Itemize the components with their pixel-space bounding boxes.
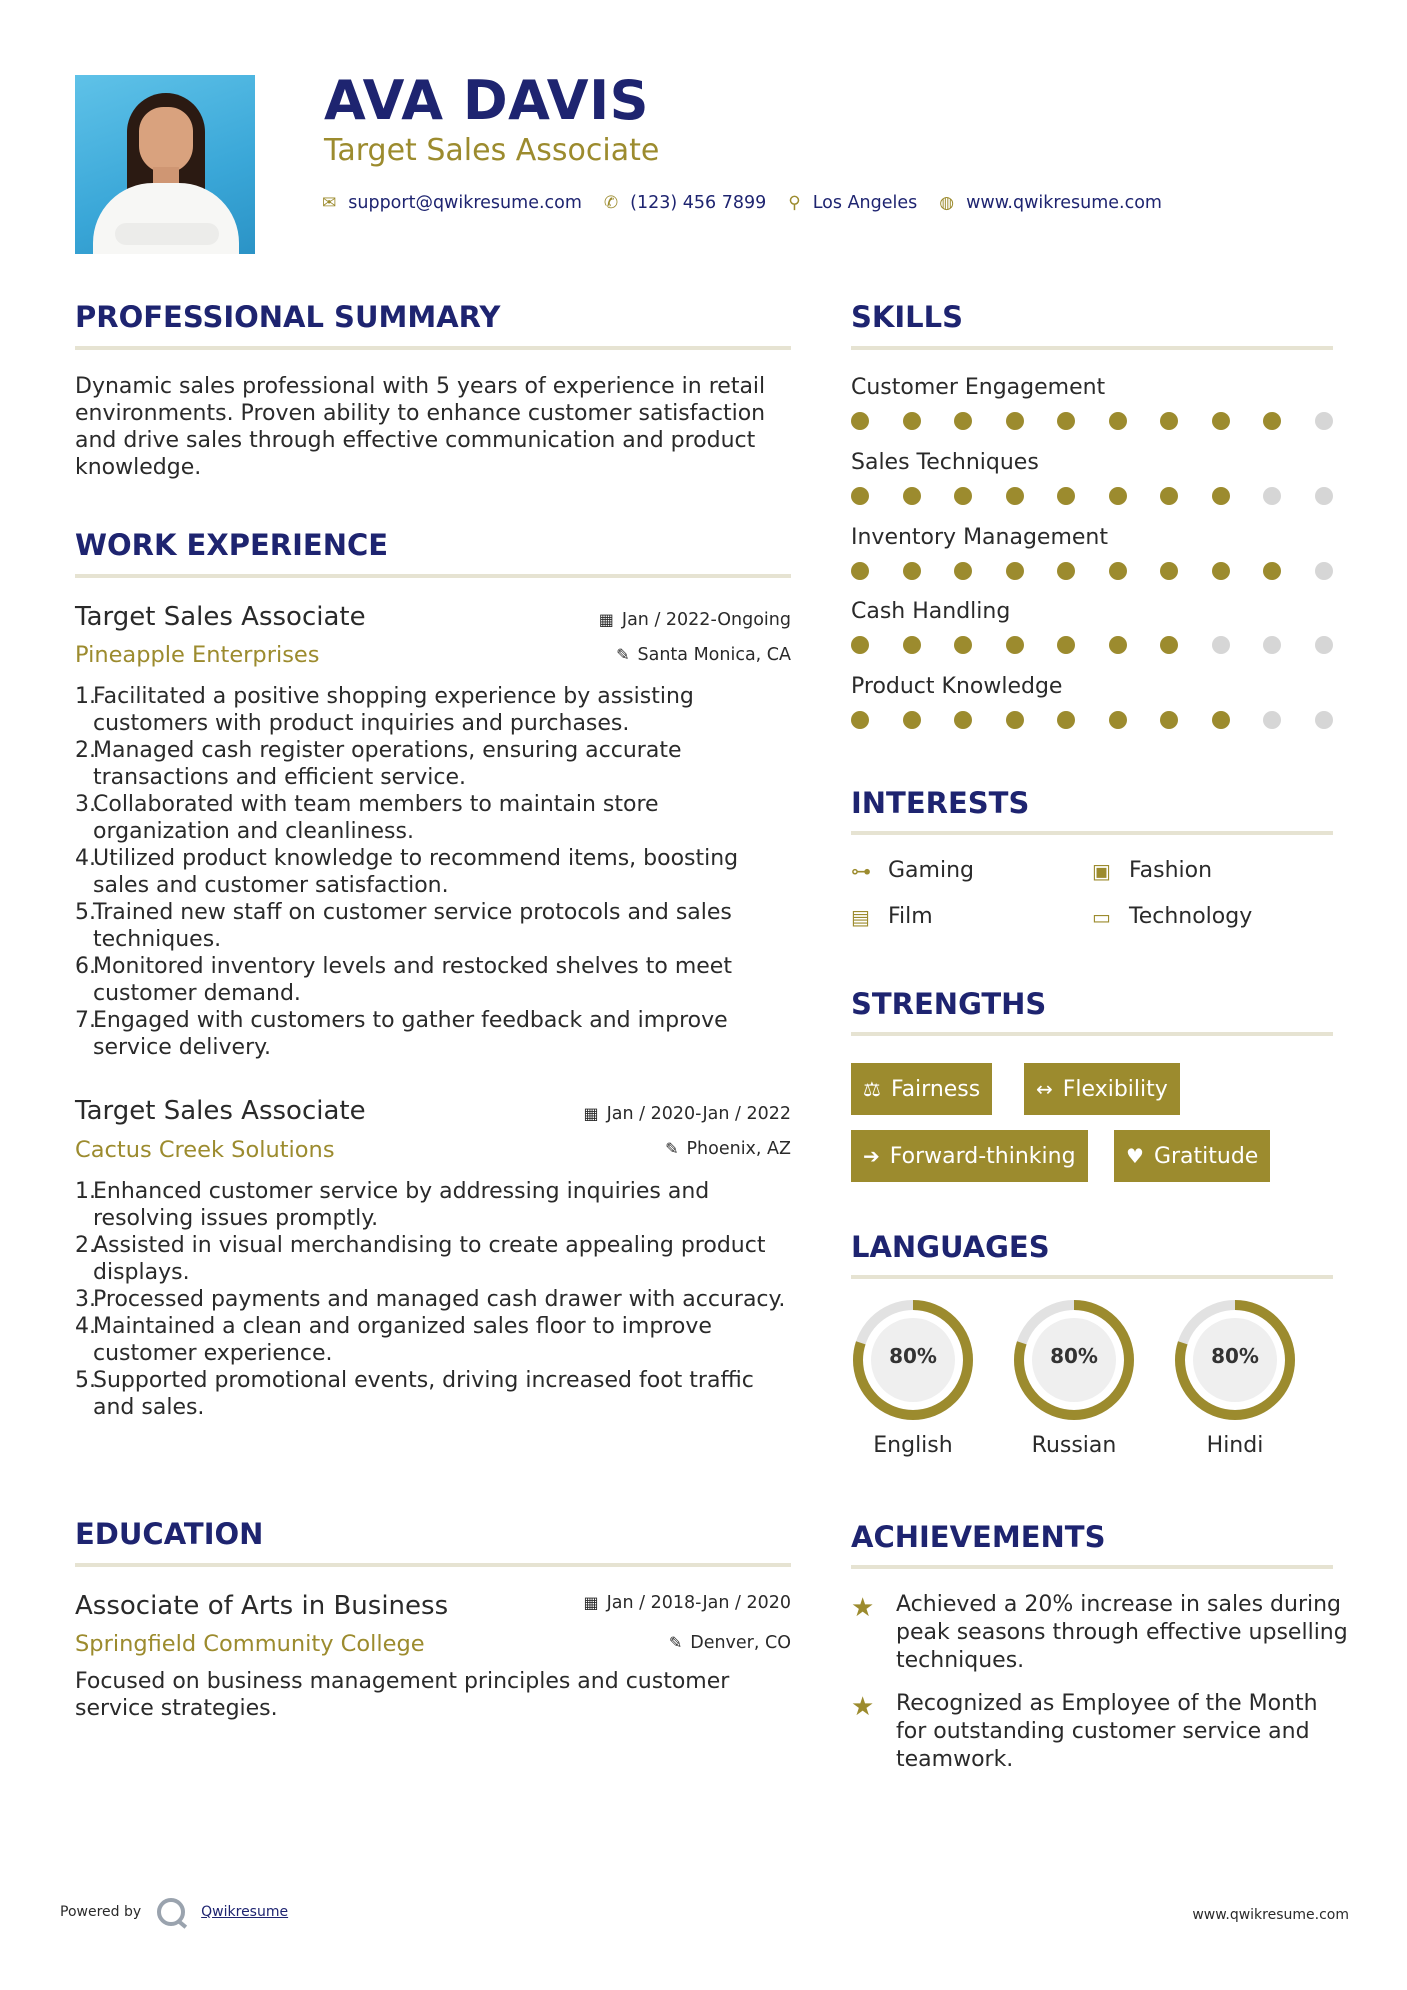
skill-name: Customer Engagement bbox=[851, 375, 1106, 400]
skill-dot bbox=[1109, 562, 1127, 580]
skill-dot bbox=[1006, 711, 1024, 729]
resume-page: AVA DAVIS Target Sales Associate ✉ support@qwikresume.com ✆ (123) 456 7899 ⚲ Los Angeles ◍ www.qwikresume.com PROFESSIONAL SUMMARY Dynamic sales professional with 5 years of experience in retail environments. Proven ability to enhance customer satisfaction and drive sales through effective communication and product knowledge. WORK EXPERIENCE Target Sales Associate ▦ Jan / 2022-Ongoing Pineapple Enterprises ✎ Santa Monica, CA 1. Facilitated a positive shopping experience by assisting customers with product inquiries and purchases. 2. Managed cash register operations, ensuring accurate transactions and efficient service. 3. Collaborated with team members to maintain store organization and cleanliness. 4. Utilized product knowledge to recommend items, boosting sales and customer satisfaction. 5. Trained new staff on customer service protocols and sales techniques. 6. Monitored inventory levels and restocked shelves to meet customer demand. 7. Engaged with customers to gather feedback and improve service delivery. Target Sales Associate ▦ Jan / 2020-Jan / 2022 Cactus Creek Solutions ✎ Phoenix, AZ 1. Enhanced customer service by addressing inquiries and resolving issues promptly. 2. Assisted in visual merchandising to create appealing product displays. 3. Processed payments and managed cash drawer with accuracy. 4. Maintained a clean and organized sales floor to improve customer experience. 5. Supported promotional events, driving increased foot traffic and sales. EDUCATION Associate of Arts in Business ▦ Jan / 2018-Jan / 2020 Springfield Community College ✎ Denver, CO Focused on business management principles and customer service strategies. SKILLS Customer Engagement Sales Techniques Inventory Management Cash Handling Product Knowledge INTERESTS ⊶ Gaming ▣ Fashion ▤ Film ▭ Technology STRENGTHS ⚖ Fairness ↔ Flexibility ➔ Forward-thinking ♥ Gratitude LANGUAGES 80% English 80% Russian 80% Hindi ACHIEVEMENTS ★ Achieved a 20% increase in sales during peak seasons through effective upselling techniques. ★ Recognized as Employee of the Month for outstanding customer service and teamwork. Powered by Qwikresume www.qwikresume.com bbox=[0, 0, 1407, 1990]
envelope-icon: ✉ bbox=[322, 193, 337, 213]
gamepad-icon: ⊶ bbox=[851, 859, 871, 883]
job-bullets bbox=[75, 1178, 791, 1421]
education-location: ✎ Denver, CO bbox=[668, 1633, 791, 1653]
language-percent: 80% bbox=[1050, 1344, 1098, 1368]
skill-dot bbox=[1109, 711, 1127, 729]
footer-website[interactable]: www.qwikresume.com bbox=[1192, 1907, 1349, 1923]
skill-dot bbox=[851, 487, 869, 505]
contact-website[interactable]: www.qwikresume.com bbox=[966, 193, 1162, 213]
skill-dot bbox=[903, 487, 921, 505]
summary-text: Dynamic sales professional with 5 years of experience in retail environments. Proven ability to enhance customer satisfaction and drive sales through effective communication and product knowledge. bbox=[75, 374, 766, 480]
qwikresume-logo-icon bbox=[157, 1898, 185, 1926]
star-icon: ★ bbox=[851, 1692, 875, 1722]
skill-dot bbox=[1212, 636, 1230, 654]
skill-dot bbox=[1212, 412, 1230, 430]
languages-divider bbox=[851, 1275, 1333, 1279]
list-item: 1. Facilitated a positive shopping experience by assisting customers with product inquiries and purchases. bbox=[75, 684, 694, 736]
powered-by-label: Powered by bbox=[60, 1904, 142, 1920]
school-name: Springfield Community College bbox=[75, 1631, 425, 1657]
language-name: Russian bbox=[1031, 1433, 1117, 1458]
job-bullets bbox=[75, 683, 791, 1061]
skill-dot bbox=[1160, 636, 1178, 654]
laptop-icon: ▭ bbox=[1092, 905, 1111, 929]
globe-icon: ◍ bbox=[939, 193, 955, 213]
skill-dot bbox=[1315, 711, 1333, 729]
skill-name: Sales Techniques bbox=[851, 450, 1039, 475]
list-item: 5. Trained new staff on customer service protocols and sales techniques. bbox=[75, 900, 732, 952]
candidate-role: Target Sales Associate bbox=[324, 133, 660, 168]
skill-dot bbox=[1006, 412, 1024, 430]
skill-dot bbox=[1212, 711, 1230, 729]
interest-item: ▤ Film bbox=[851, 904, 933, 929]
star-icon: ★ bbox=[851, 1593, 875, 1623]
skill-dot bbox=[1160, 562, 1178, 580]
skill-name: Product Knowledge bbox=[851, 674, 1063, 699]
job-dates: ▦ Jan / 2020-Jan / 2022 bbox=[583, 1104, 791, 1124]
skill-dot bbox=[954, 711, 972, 729]
contact-bar bbox=[322, 193, 1184, 213]
contact-location: Los Angeles bbox=[812, 193, 918, 213]
skill-dot bbox=[1315, 562, 1333, 580]
language-name: Hindi bbox=[1206, 1433, 1264, 1458]
skill-name: Cash Handling bbox=[851, 599, 1011, 624]
skill-dot bbox=[1315, 487, 1333, 505]
skill-rating bbox=[851, 562, 1333, 580]
strengths-title: STRENGTHS bbox=[851, 987, 1047, 1021]
heart-icon: ♥ bbox=[1126, 1144, 1144, 1168]
job-title: Target Sales Associate bbox=[75, 602, 366, 632]
pin-icon: ✎ bbox=[665, 1139, 679, 1158]
skill-dot bbox=[1057, 562, 1075, 580]
list-item: 1. Enhanced customer service by addressing inquiries and resolving issues promptly. bbox=[75, 1179, 710, 1231]
language-percent: 80% bbox=[889, 1344, 937, 1368]
list-item: 2. Managed cash register operations, ensuring accurate transactions and efficient service. bbox=[75, 738, 682, 790]
skill-dot bbox=[954, 636, 972, 654]
contact-email[interactable]: support@qwikresume.com bbox=[348, 193, 582, 213]
experience-title: WORK EXPERIENCE bbox=[75, 528, 389, 562]
interests-divider bbox=[851, 831, 1333, 835]
skill-dot bbox=[903, 636, 921, 654]
pin-icon: ✎ bbox=[668, 1633, 683, 1652]
job-location: ✎ Phoenix, AZ bbox=[665, 1139, 791, 1159]
skill-dot bbox=[851, 636, 869, 654]
education-dates: ▦ Jan / 2018-Jan / 2020 bbox=[583, 1593, 791, 1613]
strength-tag: ➔ Forward-thinking bbox=[851, 1130, 1088, 1182]
list-item: 6. Monitored inventory levels and restocked shelves to meet customer demand. bbox=[75, 954, 732, 1006]
skills-title: SKILLS bbox=[851, 300, 963, 334]
skill-dot bbox=[903, 412, 921, 430]
pin-icon: ✎ bbox=[616, 645, 630, 664]
list-item: 5. Supported promotional events, driving increased foot traffic and sales. bbox=[75, 1368, 754, 1420]
interests-title: INTERESTS bbox=[851, 786, 1030, 820]
skill-dot bbox=[1109, 487, 1127, 505]
interest-item: ▣ Fashion bbox=[1092, 858, 1213, 883]
skill-dot bbox=[903, 562, 921, 580]
skill-dot bbox=[1263, 711, 1281, 729]
skill-dot bbox=[903, 711, 921, 729]
language-item bbox=[1173, 1298, 1297, 1458]
location-pin-icon: ⚲ bbox=[788, 193, 801, 213]
candidate-name: AVA DAVIS bbox=[324, 69, 650, 132]
skill-dot bbox=[954, 562, 972, 580]
interest-item: ▭ Technology bbox=[1092, 904, 1253, 929]
profile-photo bbox=[75, 75, 255, 254]
skill-dot bbox=[954, 487, 972, 505]
skill-dot bbox=[1160, 412, 1178, 430]
arrow-right-icon: ➔ bbox=[863, 1144, 880, 1168]
strengths-divider bbox=[851, 1032, 1333, 1036]
achievements-title: ACHIEVEMENTS bbox=[851, 1520, 1106, 1554]
skill-dot bbox=[851, 711, 869, 729]
skill-dot bbox=[1212, 562, 1230, 580]
skills-divider bbox=[851, 346, 1333, 350]
strength-tag: ↔ Flexibility bbox=[1024, 1063, 1180, 1115]
strength-tag: ⚖ Fairness bbox=[851, 1063, 992, 1115]
skill-rating bbox=[851, 412, 1333, 430]
skill-dot bbox=[1057, 636, 1075, 654]
skill-dot bbox=[954, 412, 972, 430]
skill-rating bbox=[851, 487, 1333, 505]
achievements-divider bbox=[851, 1565, 1333, 1569]
skill-dot bbox=[1263, 562, 1281, 580]
job-company: Cactus Creek Solutions bbox=[75, 1137, 335, 1163]
skill-dot bbox=[1057, 711, 1075, 729]
language-percent: 80% bbox=[1211, 1344, 1259, 1368]
skill-rating bbox=[851, 636, 1333, 654]
list-item: 4. Maintained a clean and organized sales floor to improve customer experience. bbox=[75, 1314, 712, 1366]
skill-rating bbox=[851, 711, 1333, 729]
language-name: English bbox=[873, 1433, 953, 1458]
summary-divider bbox=[75, 346, 791, 350]
skill-dot bbox=[851, 412, 869, 430]
skill-dot bbox=[1315, 412, 1333, 430]
footer-powered-by bbox=[60, 1898, 288, 1926]
skill-dot bbox=[1263, 487, 1281, 505]
strength-tag: ♥ Gratitude bbox=[1114, 1130, 1270, 1182]
list-item: 4. Utilized product knowledge to recommend items, boosting sales and customer satisfaction. bbox=[75, 846, 739, 898]
skill-dot bbox=[1263, 412, 1281, 430]
shopping-bag-icon: ▣ bbox=[1092, 859, 1111, 883]
degree-title: Associate of Arts in Business bbox=[75, 1591, 449, 1621]
skill-dot bbox=[1109, 412, 1127, 430]
education-title: EDUCATION bbox=[75, 1517, 264, 1551]
contact-phone[interactable]: (123) 456 7899 bbox=[630, 193, 767, 213]
list-item: 2. Assisted in visual merchandising to create appealing product displays. bbox=[75, 1233, 766, 1285]
skill-dot bbox=[1057, 487, 1075, 505]
job-company: Pineapple Enterprises bbox=[75, 642, 320, 668]
skill-dot bbox=[851, 562, 869, 580]
interest-item: ⊶ Gaming bbox=[851, 858, 974, 883]
film-icon: ▤ bbox=[851, 905, 870, 929]
job-dates: ▦ Jan / 2022-Ongoing bbox=[598, 610, 791, 630]
summary-title: PROFESSIONAL SUMMARY bbox=[75, 300, 501, 334]
language-item bbox=[1012, 1298, 1136, 1458]
skill-dot bbox=[1263, 636, 1281, 654]
language-item bbox=[851, 1298, 975, 1458]
skill-dot bbox=[1006, 487, 1024, 505]
skill-dot bbox=[1160, 487, 1178, 505]
job-location: ✎ Santa Monica, CA bbox=[616, 645, 791, 665]
calendar-icon: ▦ bbox=[583, 1104, 599, 1123]
education-description: Focused on business management principles and customer service strategies. bbox=[75, 1669, 730, 1721]
list-item: 3. Processed payments and managed cash drawer with accuracy. bbox=[75, 1287, 786, 1312]
experience-divider bbox=[75, 574, 791, 578]
list-item: 3. Collaborated with team members to maintain store organization and cleanliness. bbox=[75, 792, 659, 844]
skill-dot bbox=[1006, 562, 1024, 580]
phone-icon: ✆ bbox=[603, 193, 619, 213]
skill-dot bbox=[1315, 636, 1333, 654]
languages-title: LANGUAGES bbox=[851, 1230, 1050, 1264]
arrows-horizontal-icon: ↔ bbox=[1036, 1077, 1053, 1101]
skill-dot bbox=[1006, 636, 1024, 654]
list-item: 7. Engaged with customers to gather feedback and improve service delivery. bbox=[75, 1008, 728, 1060]
skill-dot bbox=[1160, 711, 1178, 729]
balance-scale-icon: ⚖ bbox=[863, 1077, 881, 1101]
skill-dot bbox=[1212, 487, 1230, 505]
calendar-icon: ▦ bbox=[598, 610, 614, 629]
calendar-icon: ▦ bbox=[583, 1593, 599, 1612]
job-title: Target Sales Associate bbox=[75, 1096, 366, 1126]
education-divider bbox=[75, 1563, 791, 1567]
skill-dot bbox=[1057, 412, 1075, 430]
skill-name: Inventory Management bbox=[851, 525, 1108, 550]
skill-dot bbox=[1109, 636, 1127, 654]
brand-link[interactable]: Qwikresume bbox=[201, 1904, 289, 1920]
